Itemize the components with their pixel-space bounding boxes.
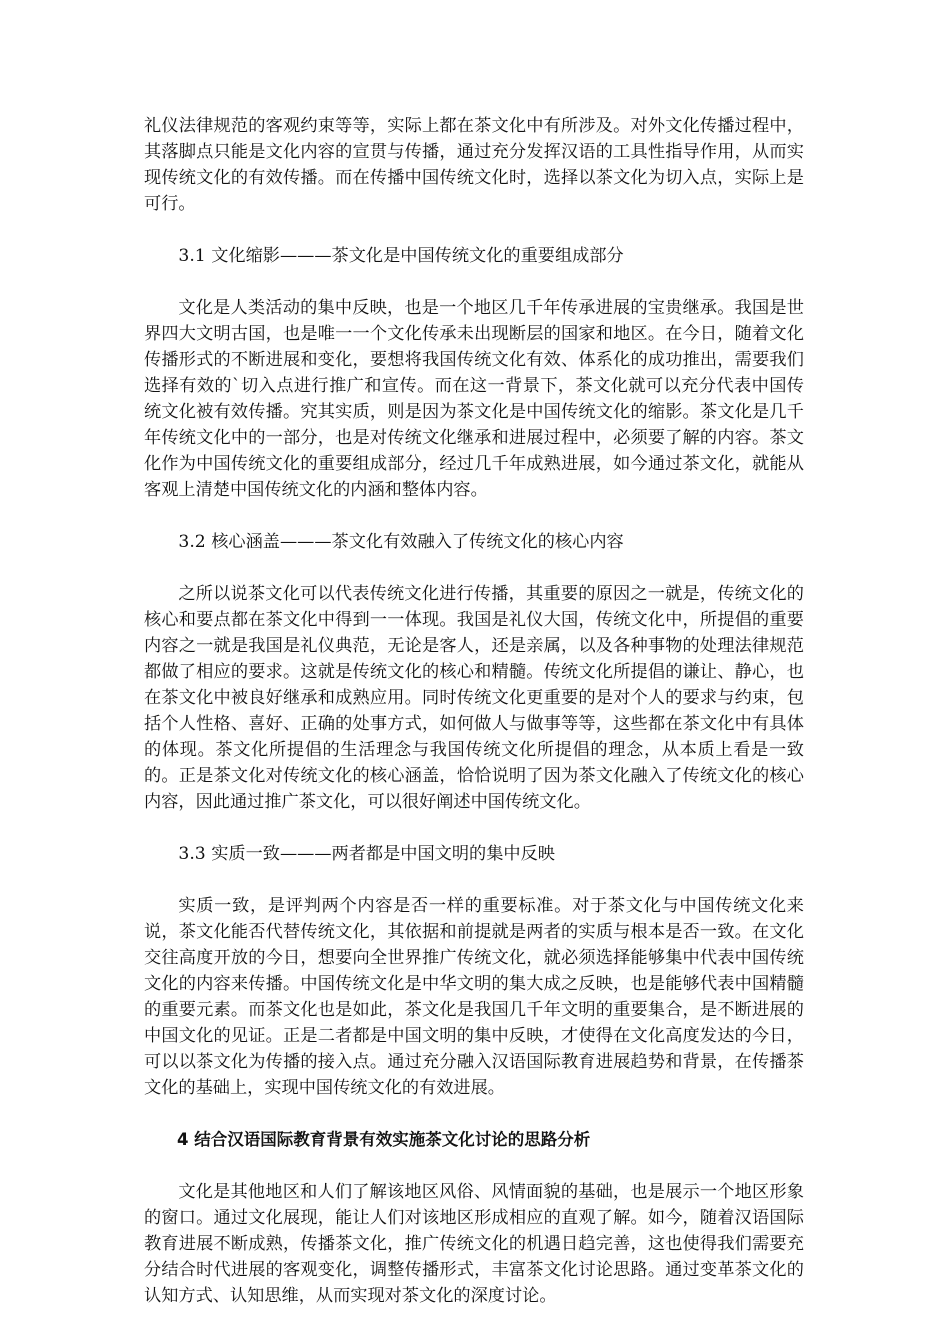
section-4-paragraph: 文化是其他地区和人们了解该地区风俗、风情面貌的基础，也是展示一个地区形象的窗口。通过文化展现，能让人们对该地区形成相应的直观了解。如今，随着汉语国际教育进展不断成熟，传播茶文化，推广传统文化的机遇日趋完善，这也使得我们需要充分结合时代进展的客观变化，调整传播形式，丰富茶文化讨论思路。通过变革茶文化的认知方式、认知思维，从而实现对茶文化的深度讨论。 <box>144 1182 804 1306</box>
document-page <box>144 113 804 1335</box>
section-3-3-heading: 3.3 实质一致———两者都是中国文明的集中反映 <box>178 844 555 864</box>
section-3-3-paragraph: 实质一致，是评判两个内容是否一样的重要标准。对于茶文化与中国传统文化来说，茶文化能否代替传统文化，其依据和前提就是两者的实质与根本是否一致。在文化交往高度开放的今日，想要向全世界推广传统文化，就必须选择能够集中代表中国传统文化的内容来传播。中国传统文化是中华文明的集大成之反映，也是能够代表中国精髓的重要元素。而茶文化也是如此，茶文化是我国几千年文明的重要集合，是不断进展的中国文化的见证。正是二者都是中国文明的集中反映，才使得在文化高度发达的今日，可以以茶文化为传播的接入点。通过充分融入汉语国际教育进展趋势和背景，在传播茶文化的基础上，实现中国传统文化的有效进展。 <box>144 896 804 1098</box>
section-3-2-paragraph: 之所以说茶文化可以代表传统文化进行传播，其重要的原因之一就是，传统文化的核心和要点都在茶文化中得到一一体现。我国是礼仪大国，传统文化中，所提倡的重要内容之一就是我国是礼仪典范，无论是客人，还是亲属，以及各种事物的处理法律规范都做了相应的要求。这就是传统文化的核心和精髓。传统文化所提倡的谦让、静心，也在茶文化中被良好继承和成熟应用。同时传统文化更重要的是对个人的要求与约束，包括个人性格、喜好、正确的处事方式，如何做人与做事等等，这些都在茶文化中有具体的体现。茶文化所提倡的生活理念与我国传统文化所提倡的理念，从本质上看是一致的。正是茶文化对传统文化的核心涵盖，恰恰说明了因为茶文化融入了传统文化的核心内容，因此通过推广茶文化，可以很好阐述中国传统文化。 <box>144 584 804 812</box>
section-4-heading: 4 结合汉语国际教育背景有效实施茶文化讨论的思路分析 <box>177 1130 591 1149</box>
section-3-1-heading: 3.1 文化缩影———茶文化是中国传统文化的重要组成部分 <box>178 246 624 266</box>
section-3-1-paragraph: 文化是人类活动的集中反映，也是一个地区几千年传承进展的宝贵继承。我国是世界四大文明古国，也是唯一一个文化传承未出现断层的国家和地区。在今日，随着文化传播形式的不断进展和变化，要想将我国传统文化有效、体系化的成功推出，需要我们选择有效的`切入点进行推广和宣传。而在这一背景下，茶文化就可以充分代表中国传统文化被有效传播。究其实质，则是因为茶文化是中国传统文化的缩影。茶文化是几千年传统文化中的一部分，也是对传统文化继承和进展过程中，必须要了解的内容。茶文化作为中国传统文化的重要组成部分，经过几千年成熟进展，如今通过茶文化，就能从客观上清楚中国传统文化的内涵和整体内容。 <box>144 298 804 500</box>
section-3-2-heading: 3.2 核心涵盖———茶文化有效融入了传统文化的核心内容 <box>178 532 624 552</box>
intro-paragraph: 礼仪法律规范的客观约束等等，实际上都在茶文化中有所涉及。对外文化传播过程中，其落脚点只能是文化内容的宣贯与传播，通过充分发挥汉语的工具性指导作用，从而实现传统文化的有效传播。而在传播中国传统文化时，选择以茶文化为切入点，实际上是可行。 <box>144 116 804 214</box>
